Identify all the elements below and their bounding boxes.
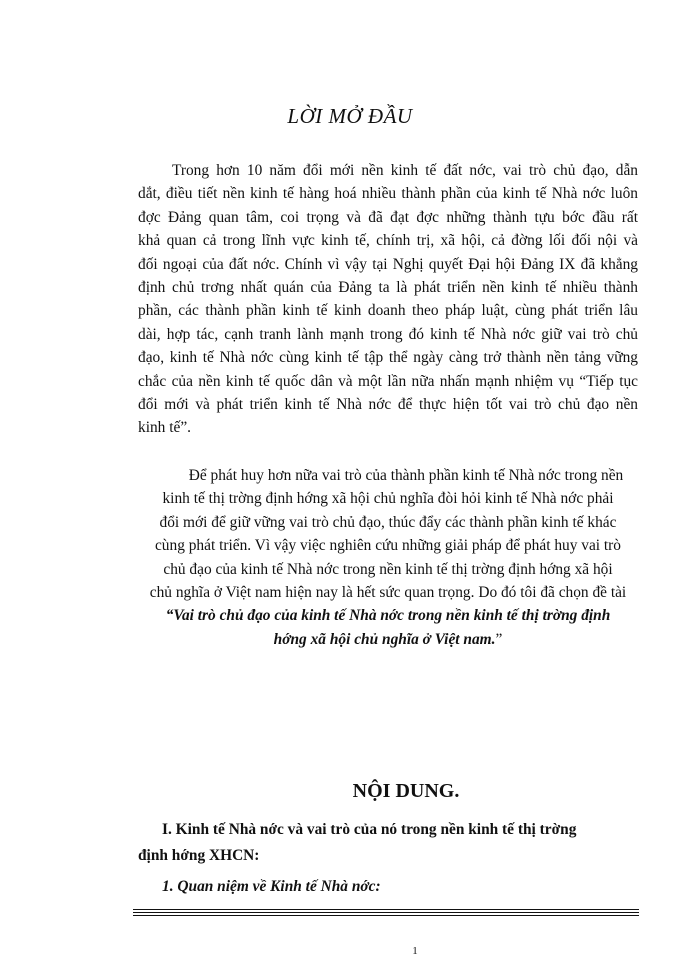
- text-line: chủ đạo của kinh tế Nhà nớc trong nền kinh tế thị trờng định hớng xã hội: [163, 560, 613, 578]
- text-line: chắc của nền kinh tế quốc dân và một lần nữa nhấn mạnh nhiệm vụ “Tiếp tục: [138, 372, 638, 390]
- topic-title-line-2: [138, 628, 638, 651]
- topic-title-line-2-text: hớng xã hội chủ nghĩa ở Việt nam.: [273, 630, 496, 648]
- section-1-title-line-2: định hớng XHCN:: [138, 847, 260, 864]
- section-1-title-line-1: I. Kinh tế Nhà nớc và vai trò của nó trong nền kinh tế thị trờng: [162, 821, 577, 838]
- text-line: đổi mới và phát triển kinh tế Nhà nớc để thực hiện tốt vai trò chủ đạo nền: [138, 396, 638, 414]
- text-line: đợc Đảng quan tâm, coi trọng và đã đạt đợc những thành tựu bớc đầu rất: [138, 208, 638, 226]
- section-heading: NỘI DUNG.: [352, 780, 460, 802]
- topic-close-quote: ”: [495, 630, 503, 648]
- subsection-1-title: 1. Quan niệm về Kinh tế Nhà nớc:: [162, 878, 381, 895]
- text-line: đổi mới để giữ vững vai trò chủ đạo, thúc đẩy các thành phần kinh tế khác: [159, 513, 617, 531]
- footer-rule-3: [133, 915, 639, 916]
- text-line: cùng phát triển. Vì vậy việc nghiên cứu những giải pháp để phát huy vai trò: [154, 537, 622, 555]
- text-line: chủ nghĩa ở Việt nam hiện nay là hết sức quan trọng. Do đó tôi đã chọn đề tài: [149, 584, 627, 602]
- intro-paragraph-1: [138, 159, 638, 440]
- text-line: dắt, điều tiết nền kinh tế hàng hoá nhiều thành phần của kinh tế Nhà nớc luôn: [138, 185, 638, 203]
- text-line: Để phát huy hơn nữa vai trò của thành phần kinh tế Nhà nớc trong nền: [188, 467, 624, 484]
- page-number: 1: [412, 945, 418, 957]
- text-line: khả quan cả trong lĩnh vực kinh tế, chính trị, xã hội, cả đờng lối đối nội và: [138, 232, 638, 250]
- text-line: định chủ trơng nhất quán của Đảng ta là phát triển nền kinh tế nhiều thành: [138, 279, 638, 297]
- text-line: dài, hợp tác, cạnh tranh lành mạnh trong đó kinh tế Nhà nớc giữ vai trò chủ: [138, 325, 638, 343]
- text-line: kinh tế”.: [138, 419, 191, 437]
- footer-rule-1: [133, 909, 639, 910]
- text-line: kinh tế thị trờng định hớng xã hội chủ nghĩa đòi hỏi kinh tế Nhà nớc phải: [162, 490, 614, 508]
- text-line: đối ngoại của đất nớc. Chính vì vậy tại Nghị quyết Đại hội Đảng IX đã khẳng: [138, 255, 638, 273]
- footer-rule-2: [133, 912, 639, 913]
- intro-paragraph-2: [138, 464, 638, 651]
- text-line: Trong hơn 10 năm đổi mới nền kinh tế đất nớc, vai trò chủ đạo, dẫn: [172, 162, 638, 179]
- text-line: phần, các thành phần kinh tế kinh doanh theo pháp luật, cùng phát triển lâu: [138, 302, 638, 320]
- topic-title-line-1: “Vai trò chủ đạo của kinh tế Nhà nớc trong nền kinh tế thị trờng định: [165, 607, 611, 625]
- text-line: đạo, kinh tế Nhà nớc cùng kinh tế tập thể ngày càng trở thành nền tảng vững: [138, 349, 638, 367]
- document-title: LỜI MỞ ĐẦU: [287, 104, 413, 128]
